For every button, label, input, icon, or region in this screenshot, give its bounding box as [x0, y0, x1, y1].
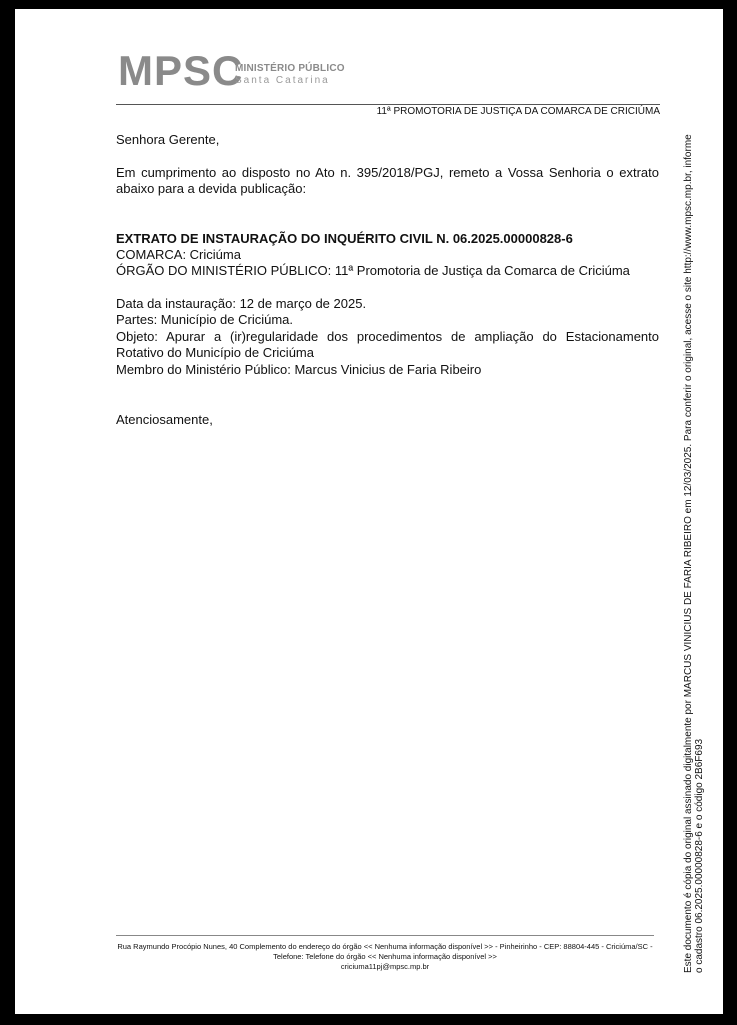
extract-title: EXTRATO DE INSTAURAÇÃO DO INQUÉRITO CIVIL N. 06.2025.00000828-6: [116, 231, 573, 246]
salutation: Senhora Gerente,: [116, 132, 220, 147]
logo-org-line2: Santa Catarina: [235, 75, 330, 86]
partes-line: Partes: Município de Criciúma.: [116, 312, 294, 327]
header-promotoria: 11ª PROMOTORIA DE JUSTIÇA DA COMARCA DE CRICIÚMA: [376, 106, 660, 117]
data-instauracao-line: Data da instauração: 12 de março de 2025.: [116, 296, 367, 311]
side-note-line1: Este documento é cópia do original assinado digitalmente por MARCUS VINICIUS DE FARIA RIBEIRO em 12/03/2025. Para conferir o original, acesse o site http://www.mpsc.mp.br, informe: [683, 134, 694, 973]
footer-divider: [116, 935, 654, 936]
header-divider: [116, 104, 660, 105]
side-note-line2: o cadastro 06.2025.00000828-6 e o código 2B6F693: [694, 738, 705, 973]
orgao-line: ÓRGÃO DO MINISTÉRIO PÚBLICO: 11ª Promotoria de Justiça da Comarca de Criciúma: [116, 263, 630, 278]
comarca-line: COMARCA: Criciúma: [116, 247, 241, 262]
objeto-line: Objeto: Apurar a (ir)regularidade dos procedimentos de ampliação do Estacionamento Rotativo do Município de Criciúma: [116, 329, 659, 360]
logo-wordmark: MPSC: [118, 47, 244, 94]
intro-paragraph: Em cumprimento ao disposto no Ato n. 395/2018/PGJ, remeto a Vossa Senhoria o extrato abaixo para a devida publicação:: [116, 165, 659, 196]
footer-email: criciuma11pj@mpsc.mp.br: [340, 962, 430, 971]
footer-address: [116, 942, 654, 972]
closing: Atenciosamente,: [116, 412, 213, 427]
side-verification-note: [683, 53, 713, 973]
document-page: [15, 9, 723, 1014]
logo-org-line1: MINISTÉRIO PÚBLICO: [235, 63, 345, 74]
footer-address-text: Rua Raymundo Procópio Nunes, 40 Complemento do endereço do órgão << Nenhuma informação disponível >> - Pinheirinho - CEP: 88804-445 - Criciúma/SC - Telefone: Telefone do órgão << Nenhuma informação disponível >>: [117, 942, 653, 961]
membro-line: Membro do Ministério Público: Marcus Vinicius de Faria Ribeiro: [116, 362, 482, 377]
